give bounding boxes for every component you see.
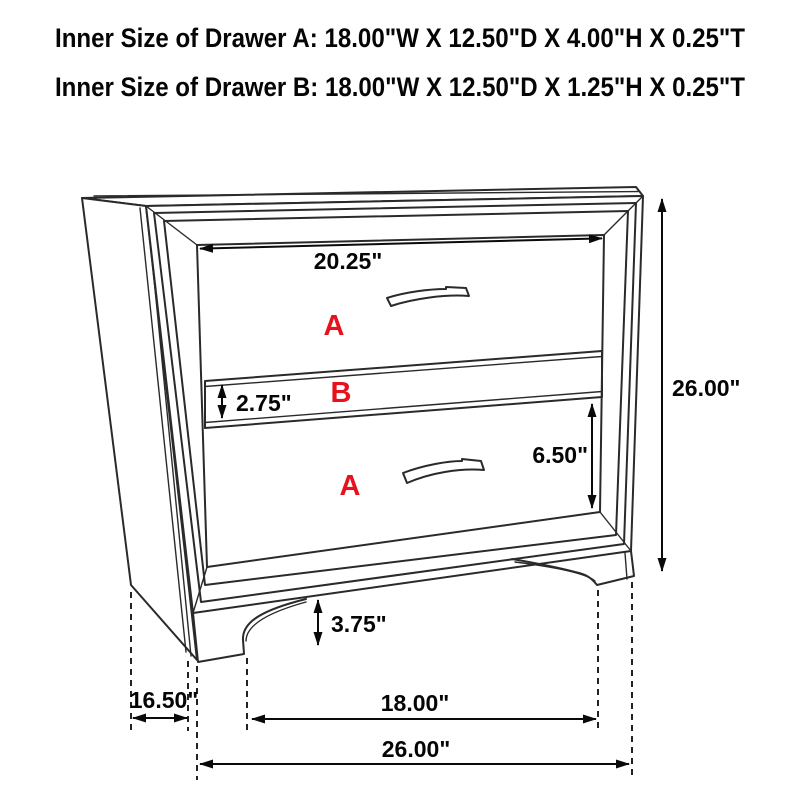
dim-drawer-a-height-label: 6.50" (532, 442, 588, 468)
drawer-a-top-label: A (323, 310, 345, 342)
drawer-a-bottom-label: A (339, 470, 361, 502)
dim-inner-width-label: 20.25" (313, 248, 383, 274)
dim-total-height-label: 26.00" (672, 375, 741, 401)
dim-side-depth-label: 16.50" (129, 687, 199, 713)
drawer-b-label: B (330, 377, 352, 409)
title-line-1: Inner Size of Drawer A: 18.00"W X 12.50"D X 4.00"H X 0.25"T (55, 23, 746, 53)
dim-leg-height-label: 3.75" (331, 611, 387, 637)
dim-total-width-label: 26.00" (381, 736, 451, 762)
dim-leg-span-label: 18.00" (380, 690, 450, 716)
front-frame-molding (146, 196, 643, 613)
dim-drawer-b-height-label: 2.75" (236, 390, 292, 416)
title-line-2: Inner Size of Drawer B: 18.00"W X 12.50"D X 1.25"H X 0.25"T (55, 72, 746, 102)
